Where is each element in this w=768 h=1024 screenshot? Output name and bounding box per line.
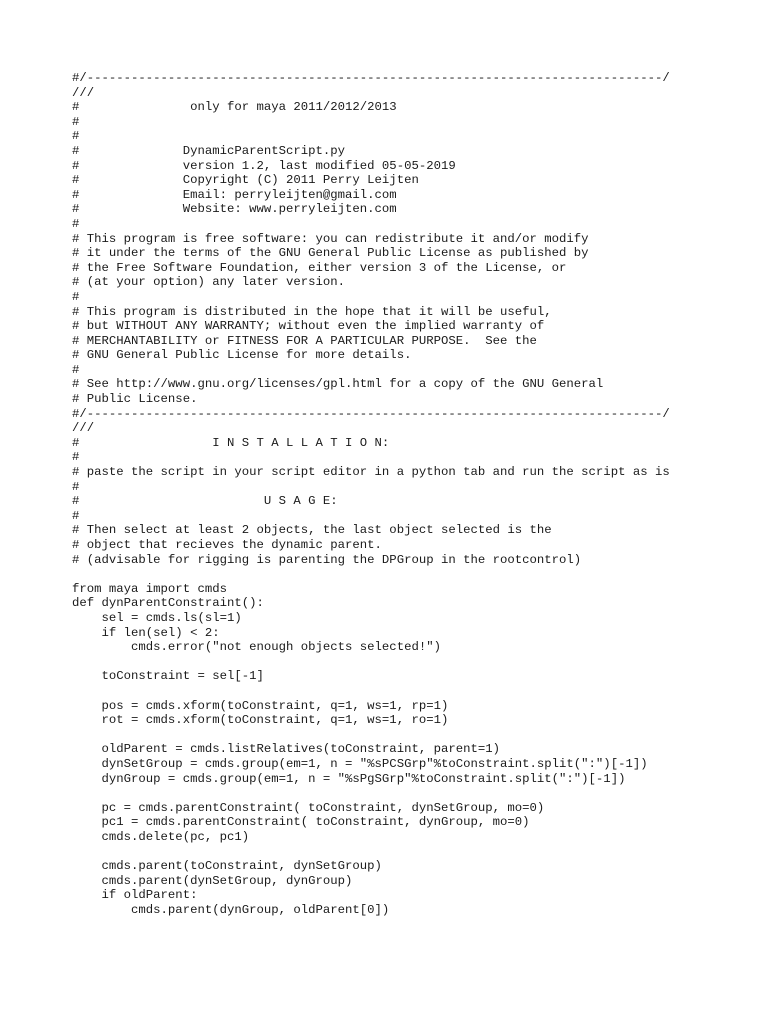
code-line: # version 1.2, last modified 05-05-2019 — [72, 158, 456, 173]
code-line: # — [72, 479, 80, 494]
code-line: rot = cmds.xform(toConstraint, q=1, ws=1, ro=1) — [72, 713, 449, 728]
code-line: # — [72, 362, 80, 377]
code-line: oldParent = cmds.listRelatives(toConstraint, parent=1) — [72, 742, 501, 757]
code-line: # — [72, 450, 80, 465]
code-line: #/------------------------------------------------------------------------------/ — [72, 406, 670, 421]
code-line: # I N S T A L L A T I O N: — [72, 435, 390, 450]
code-line: cmds.parent(toConstraint, dynSetGroup) — [72, 859, 382, 874]
code-line: cmds.error("not enough objects selected!") — [72, 640, 441, 655]
code-line — [72, 684, 752, 699]
code-line: # (advisable for rigging is parenting the DPGroup in the rootcontrol) — [72, 552, 582, 567]
code-line: dynGroup = cmds.group(em=1, n = "%sPgSGrp"%toConstraint.split(":")[-1]) — [72, 771, 626, 786]
code-line: # paste the script in your script editor in a python tab and run the script as is — [72, 465, 670, 480]
code-line: pos = cmds.xform(toConstraint, q=1, ws=1, rp=1) — [72, 698, 449, 713]
code-line: cmds.delete(pc, pc1) — [72, 829, 250, 844]
code-line: # but WITHOUT ANY WARRANTY; without even the implied warranty of — [72, 319, 545, 334]
code-line: if oldParent: — [72, 888, 198, 903]
code-line: dynSetGroup = cmds.group(em=1, n = "%sPCSGrp"%toConstraint.split(":")[-1]) — [72, 756, 648, 771]
code-line: # Website: www.perryleijten.com — [72, 202, 397, 217]
code-line: # Email: perryleijten@gmail.com — [72, 187, 397, 202]
code-line: cmds.parent(dynGroup, oldParent[0]) — [72, 902, 390, 917]
code-line: /// — [72, 85, 95, 100]
code-line: /// — [72, 421, 95, 436]
code-line: # it under the terms of the GNU General Public License as published by — [72, 246, 589, 261]
code-line: # DynamicParentScript.py — [72, 143, 346, 158]
code-line: # — [72, 216, 80, 231]
code-line: #/------------------------------------------------------------------------------/ — [72, 71, 670, 85]
code-line: # Public License. — [72, 392, 198, 407]
code-line: # MERCHANTABILITY or FITNESS FOR A PARTICULAR PURPOSE. See the — [72, 333, 537, 348]
code-line — [72, 655, 752, 670]
code-line: toConstraint = sel[-1] — [72, 669, 264, 684]
code-line: def dynParentConstraint(): — [72, 596, 264, 611]
code-line: # only for maya 2011/2012/2013 — [72, 100, 397, 115]
code-line — [72, 567, 752, 582]
code-line — [72, 786, 752, 801]
code-line: # This program is free software: you can redistribute it and/or modify — [72, 231, 589, 246]
code-line: # (at your option) any later version. — [72, 275, 346, 290]
code-line: from maya import cmds — [72, 581, 227, 596]
code-line: cmds.parent(dynSetGroup, dynGroup) — [72, 873, 353, 888]
code-line — [72, 728, 752, 743]
code-line: # object that recieves the dynamic parent. — [72, 538, 382, 552]
code-line: pc = cmds.parentConstraint( toConstraint, dynSetGroup, mo=0) — [72, 800, 545, 815]
document-code-block — [72, 71, 752, 917]
code-line: # — [72, 129, 80, 144]
code-line: # U S A G E: — [72, 494, 338, 509]
code-line: # Then select at least 2 objects, the last object selected is the — [72, 523, 552, 538]
code-line: # — [72, 508, 80, 523]
code-line: pc1 = cmds.parentConstraint( toConstraint, dynGroup, mo=0) — [72, 815, 530, 830]
code-line: # See http://www.gnu.org/licenses/gpl.html for a copy of the GNU General — [72, 377, 604, 392]
code-line: # the Free Software Foundation, either version 3 of the License, or — [72, 260, 567, 275]
code-line: if len(sel) < 2: — [72, 625, 220, 640]
code-line: # — [72, 289, 80, 304]
code-line — [72, 844, 752, 859]
code-line: # — [72, 114, 80, 129]
code-line: # Copyright (C) 2011 Perry Leijten — [72, 173, 419, 188]
code-line: # GNU General Public License for more details. — [72, 348, 412, 363]
code-line: # This program is distributed in the hope that it will be useful, — [72, 304, 552, 319]
code-line: sel = cmds.ls(sl=1) — [72, 610, 242, 625]
